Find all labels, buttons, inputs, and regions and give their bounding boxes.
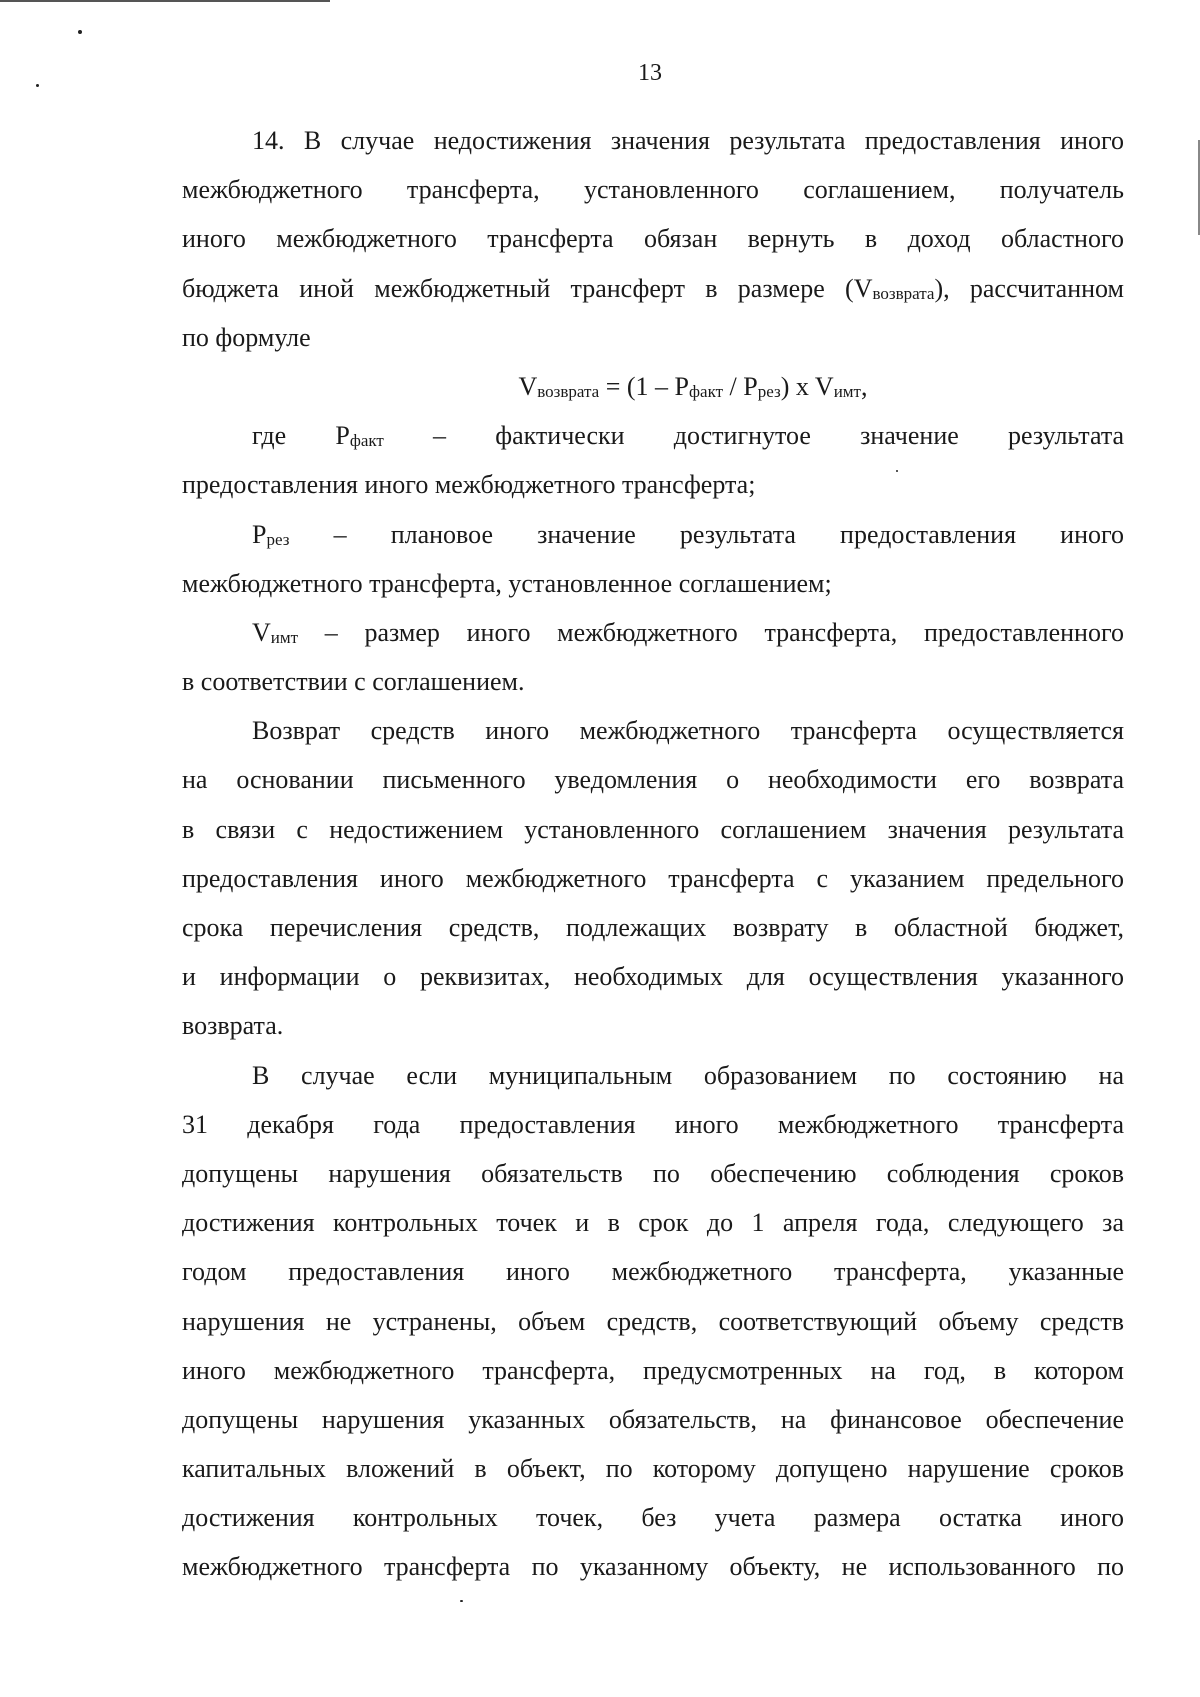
page-number: 13 xyxy=(638,60,662,86)
text-line: иного межбюджетного трансферта обязан вернуть в доход областного xyxy=(182,224,1124,254)
text-fragment: где xyxy=(252,421,287,451)
text-line: Возврат средств иного межбюджетного трансферта осуществляется xyxy=(252,716,1124,746)
text-line: межбюджетного трансферта, установленного соглашением, получатель xyxy=(182,175,1124,205)
text-fragment: – xyxy=(333,519,347,549)
formula-subscript: имт xyxy=(833,381,861,401)
text-line: годом предоставления иного межбюджетного трансферта, указанные xyxy=(182,1257,1124,1287)
variable-subscript: факт xyxy=(349,431,384,451)
text-line: капитальных вложений в объект, по которому допущено нарушение сроков xyxy=(182,1454,1124,1484)
scan-edge-top xyxy=(0,0,330,2)
text-line: срока перечисления средств, подлежащих возврату в областной бюджет, xyxy=(182,913,1124,942)
formula-operator: = (1 – xyxy=(599,371,675,401)
text-fragment: результата xyxy=(1008,421,1125,451)
text-line xyxy=(182,264,1124,313)
text-fragment: бюджета иной межбюджетный трансферт в размере ( xyxy=(182,273,854,303)
text-line: достижения контрольных точек, без учета размера остатка иного xyxy=(182,1503,1124,1533)
formula-operator: , xyxy=(861,371,868,401)
scan-speck xyxy=(78,30,82,34)
formula-operator: ) x xyxy=(780,371,815,401)
text-line: допущены нарушения указанных обязательств, на финансовое обеспечение xyxy=(182,1404,1124,1434)
text-line: и информации о реквизитах, необходимых для осуществления указанного xyxy=(182,962,1124,992)
text-fragment: фактически xyxy=(495,421,625,451)
formula-symbol: V xyxy=(518,371,538,401)
variable-symbol: V xyxy=(252,617,271,647)
text-line: возврата. xyxy=(182,1011,284,1041)
text-line: достижения контрольных точек и в срок до 1 апреля года, следующего за xyxy=(182,1208,1124,1238)
text-line: В случае если муниципальным образованием по состоянию на xyxy=(252,1060,1124,1090)
formula-symbol: Р xyxy=(743,371,758,401)
text-fragment: ), рассчитанном xyxy=(934,273,1124,303)
text-line: 31 декабря года предоставления иного межбюджетного трансферта xyxy=(182,1109,1124,1139)
text-line: по формуле xyxy=(182,322,311,352)
text-line: предоставления иного межбюджетного трансферта; xyxy=(182,470,756,500)
definition-line xyxy=(182,510,1124,559)
variable-symbol: V xyxy=(853,273,873,303)
document-body xyxy=(182,116,1124,1592)
scan-speck xyxy=(460,1600,463,1602)
variable-symbol: Р xyxy=(335,421,350,451)
text-fragment: значение xyxy=(860,421,959,451)
text-fragment: плановое значение результата предоставления иного xyxy=(390,519,1125,549)
text-line: межбюджетного трансферта по указанному объекту, не использованного по xyxy=(182,1552,1124,1582)
text-line: предоставления иного межбюджетного трансферта с указанием предельного xyxy=(182,863,1124,893)
formula-symbol: V xyxy=(814,371,834,401)
text-fragment: – xyxy=(433,421,447,451)
text-line: 14. В случае недостижения значения результата предоставления иного xyxy=(252,126,1124,155)
variable-subscript: рез xyxy=(266,529,290,549)
text-line: на основании письменного уведомления о необходимости его возврата xyxy=(182,765,1124,795)
formula xyxy=(182,362,1124,411)
text-line: в связи с недостижением установленного соглашением значения результата xyxy=(182,814,1124,844)
text-line: нарушения не устранены, объем средств, соответствующий объему средств xyxy=(182,1306,1124,1336)
variable-subscript: возврата xyxy=(872,283,935,303)
definition-line xyxy=(182,608,1124,657)
definition-line xyxy=(182,411,1124,460)
text-fragment: достигнутое xyxy=(673,421,811,451)
formula-operator: / xyxy=(723,371,744,401)
text-line: иного межбюджетного трансферта, предусмотренных на год, в котором xyxy=(182,1355,1124,1385)
formula-subscript: факт xyxy=(689,381,724,401)
formula-symbol: Р xyxy=(674,371,690,401)
formula-subscript: возврата xyxy=(537,381,600,401)
text-line: межбюджетного трансферта, установленное соглашением; xyxy=(182,568,832,598)
formula-subscript: рез xyxy=(757,381,781,401)
text-line: в соответствии с соглашением. xyxy=(182,667,525,697)
text-fragment: – размер иного межбюджетного трансферта, предоставленного xyxy=(298,617,1124,647)
variable-subscript: имт xyxy=(270,627,299,647)
variable-symbol: Р xyxy=(252,519,267,549)
text-line: допущены нарушения обязательств по обеспечению соблюдения сроков xyxy=(182,1158,1124,1188)
